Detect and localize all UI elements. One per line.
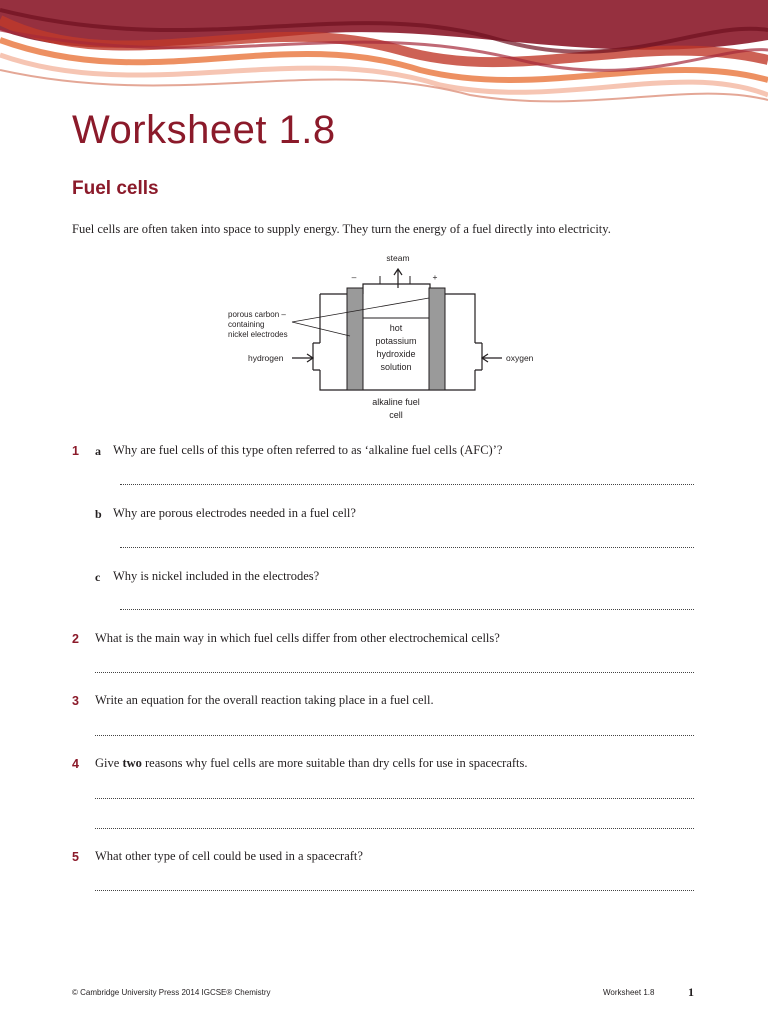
solution-label-line2: potassium [375,336,417,346]
fuel-cell-diagram [220,248,560,428]
hydrogen-label: hydrogen [248,353,284,363]
question-4-number: 4 [72,757,79,771]
answer-line-3[interactable] [95,735,694,736]
question-1b-letter: b [95,507,102,521]
question-3-text: Write an equation for the overall reaction taking place in a fuel cell. [95,693,434,707]
diagram-caption-line1: alkaline fuel [372,397,420,407]
header-banner [0,0,768,110]
solution-label-line3: hydroxide [376,349,416,359]
worksheet-title: Worksheet 1.8 [72,108,336,152]
negative-electrode [347,288,363,390]
question-1b-text: Why are porous electrodes needed in a fuel cell? [113,506,356,520]
porous-label-line3: nickel electrodes [228,330,288,339]
steam-label: steam [386,253,410,263]
question-1c-letter: c [95,570,101,584]
answer-line-5[interactable] [95,890,694,891]
solution-label-line4: solution [380,362,412,372]
section-title: Fuel cells [72,178,159,199]
porous-label-line1: porous carbon – [228,310,286,319]
plus-label: + [432,272,438,282]
answer-line-4a[interactable] [95,798,694,799]
question-1a-letter: a [95,444,101,458]
question-1-number: 1 [72,444,79,458]
oxygen-arrow-icon [482,354,502,362]
question-1c-text: Why is nickel included in the electrodes? [113,569,320,583]
question-1a-text: Why are fuel cells of this type often referred to as ‘alkaline fuel cells (AFC)’? [113,443,503,457]
answer-line-2[interactable] [95,672,694,673]
question-3-number: 3 [72,694,79,708]
positive-electrode [429,288,445,390]
footer-worksheet-label: Worksheet 1.8 [603,988,655,997]
answer-line-4b[interactable] [95,828,694,829]
minus-label: – [351,272,357,282]
hydrogen-arrow-icon [292,354,313,362]
question-2-text: What is the main way in which fuel cells differ from other electrochemical cells? [95,631,500,645]
answer-line-1b[interactable] [120,547,694,548]
solution-label-line1: hot [389,323,403,333]
intro-text: Fuel cells are often taken into space to supply energy. They turn the energy of a fuel directly into electricity. [72,222,611,236]
question-4-text: Give two reasons why fuel cells are more suitable than dry cells for use in spacecrafts. [95,756,528,770]
question-2-number: 2 [72,632,79,646]
steam-arrow-icon [394,269,402,288]
question-4-emphasis: two [122,756,142,770]
diagram-caption-line2: cell [389,410,403,420]
oxygen-label: oxygen [506,353,534,363]
porous-label-line2: containing [228,320,265,329]
footer-copyright: © Cambridge University Press 2014 IGCSE® Chemistry [72,988,271,997]
answer-line-1a[interactable] [120,484,694,485]
question-5-text: What other type of cell could be used in a spacecraft? [95,849,363,863]
question-5-number: 5 [72,850,79,864]
page-number: 1 [688,985,694,999]
answer-line-1c[interactable] [120,609,694,610]
